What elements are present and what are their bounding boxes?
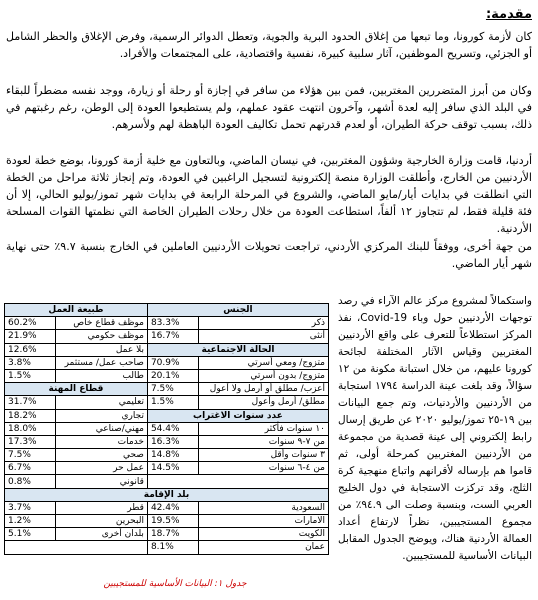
table-label-cell: عمان xyxy=(198,541,328,554)
table-section-header: بلد الإقامة xyxy=(5,488,329,501)
table-row xyxy=(5,383,329,396)
table-row xyxy=(5,528,329,541)
table-value-cell: 16.3% xyxy=(147,435,198,448)
table-value-cell: 18.2% xyxy=(5,409,56,422)
blank-cell xyxy=(147,475,328,488)
table-row xyxy=(5,304,329,317)
paragraph-expatriates: وكان من أبرز المتضررين المغتربين، فمن بين هؤلاء من سافر في إجازة أو رحلة أو زيارة، ووجد نفسه مضطراً للبقاء في البلد الذي سافر إليه لعدة أشهر، وآخرون انتهت عقود عملهم، ولم يستطيعوا العودة إلى الوطن، رغم رغبتهم في ذلك، بسبب توقف حركة الطيران، أو لعدم قدرتهم تحمل تكاليف العودة الباهظة لهم ولأسرهم. xyxy=(6,84,532,131)
table-value-cell: 7.5% xyxy=(5,449,56,462)
table-section-header: الجنس xyxy=(147,304,328,317)
table-value-cell: 19.5% xyxy=(147,515,198,528)
table-value-cell: 5.1% xyxy=(5,528,56,541)
table-row xyxy=(5,435,329,448)
table-value-cell: 60.2% xyxy=(5,317,56,330)
table-value-cell: 83.3% xyxy=(147,317,198,330)
table-row xyxy=(5,515,329,528)
table-value-cell: 1.2% xyxy=(5,515,56,528)
table-label-cell: ٣ سنوات وأقل xyxy=(198,449,328,462)
table-label-cell: موظف حكومي xyxy=(56,330,148,343)
table-row xyxy=(5,396,329,409)
table-label-cell: السعودية xyxy=(198,501,328,514)
table-row xyxy=(5,317,329,330)
table-row xyxy=(5,501,329,514)
table-label-cell: أنثى xyxy=(198,330,328,343)
table-label-cell: أعزب/ مطلق أو أرمل ولا أعول xyxy=(198,383,328,396)
table-label-cell: خدمات xyxy=(56,435,148,448)
table-value-cell: 18.7% xyxy=(147,528,198,541)
table-row xyxy=(5,488,329,501)
table-label-cell: متزوج/ ومعي أسرتي xyxy=(198,356,328,369)
blank-cell xyxy=(5,541,148,554)
table-row xyxy=(5,409,329,422)
table-section-header: طبيعة العمل xyxy=(5,304,148,317)
table-row xyxy=(5,449,329,462)
table-section-header: قطاع المهنة xyxy=(5,383,148,396)
table-label-cell: صحي xyxy=(56,449,148,462)
table-label-cell: الكويت xyxy=(198,528,328,541)
table-label-cell: ١٠ سنوات فأكثر xyxy=(198,422,328,435)
table-value-cell: 70.9% xyxy=(147,356,198,369)
table-value-cell: 21.9% xyxy=(5,330,56,343)
table-value-cell: 18.0% xyxy=(5,422,56,435)
table-label-cell: قطر xyxy=(56,501,148,514)
table-label-cell: بلا عمل xyxy=(56,343,148,356)
table-value-cell: 20.1% xyxy=(147,369,198,382)
table-value-cell: 0.8% xyxy=(5,475,56,488)
table-label-cell: مطلق/ أرمل وأعول xyxy=(198,396,328,409)
table-label-cell: موظف قطاع خاص xyxy=(56,317,148,330)
table-row xyxy=(5,541,329,554)
table-value-cell: 1.5% xyxy=(5,369,56,382)
paragraph-survey: واستكمالاً لمشروع مركز عالم الآراء في رصد توجهات الأردنيين حول وباء Covid-19، نفذ المركز استطلاعاً للتعرف على واقع الأردنيين المغتربين وقياس الآثار المختلفة لجائحة كورونا عليهم، من خلال استبانة مكونة من ١٢ سؤالاً، وقد بلغت عينة الدراسة ١٧٩٤ استجابة من الأردنيين والأردنيات، وتم جمع البيانات بين ١٩-٢٥ تموز/يوليو ٢٠٢٠ عن طريق إرسال رابط إلكتروني إلى عينة قصدية من مجموعة من الأردنيين المغتربين كمرحلة أولى، ثم قاموا هم بإرساله لأقرانهم واتباع منهجية كرة الثلج، وقد تركزت الاستجابة في دول الخليج العربي الست، وبنسبة وصلت الى ٩٤.٩٪ من مجموع المستجيبين، نظراً لارتفاع أعداد العمالة الأردنية هناك، ويوضح الجدول المقابل البيانات الأساسية للمستجيبين. xyxy=(338,295,533,562)
table-value-cell: 54.4% xyxy=(147,422,198,435)
table-section-header: عدد سنوات الاغتراب xyxy=(147,409,328,422)
table-value-cell: 1.5% xyxy=(147,396,198,409)
table-value-cell: 14.5% xyxy=(147,462,198,475)
title-wrap xyxy=(486,3,532,22)
table-label-cell: من ٤-٦ سنوات xyxy=(198,462,328,475)
table-label-cell: قانوني xyxy=(56,475,148,488)
paragraph-intro: كان لأزمة كورونا، وما تبعها من إغلاق الحدود البرية والجوية، وتعطل الدوائر الرسمية، وفرض الإغلاق والحظر الشامل أو الجزئي، وتسريح الموظفين، آثار سلبية كبيرة، نفسية واقتصادية، على المجتمعات والأفراد. xyxy=(6,30,532,60)
table-label-cell: مهني/صناعي xyxy=(56,422,148,435)
table-value-cell: 17.3% xyxy=(5,435,56,448)
table-value-cell: 14.8% xyxy=(147,449,198,462)
table-row xyxy=(5,356,329,369)
table-caption: جدول ١: البيانات الأساسية للمستجيبين xyxy=(103,579,247,589)
table-row xyxy=(5,330,329,343)
table-row xyxy=(5,475,329,488)
table-label-cell: بلدان أخرى xyxy=(56,528,148,541)
table-section-header: الحالة الاجتماعية xyxy=(147,343,328,356)
table-label-cell: صاحب عمل/ مستثمر xyxy=(56,356,148,369)
table-row xyxy=(5,462,329,475)
table-row xyxy=(5,369,329,382)
table-label-cell: الامارات xyxy=(198,515,328,528)
table-value-cell: 12.6% xyxy=(5,343,56,356)
respondents-table xyxy=(4,303,329,555)
table-label-cell: عمل حر xyxy=(56,462,148,475)
paragraph-remittances: من جهة أخرى، ووفقاً للبنك المركزي الأردني، تراجعت تحويلات الأردنيين العاملين في الخارج بنسبة ٩.٧٪ حتى نهاية شهر أيار الماضي. xyxy=(6,240,532,270)
table-label-cell: تجاري xyxy=(56,409,148,422)
table-value-cell: 6.7% xyxy=(5,462,56,475)
table-row xyxy=(5,422,329,435)
table-label-cell: البحرين xyxy=(56,515,148,528)
table-value-cell: 7.5% xyxy=(147,383,198,396)
table-value-cell: 3.7% xyxy=(5,501,56,514)
table-label-cell: طالب xyxy=(56,369,148,382)
table-label-cell: من ٧-٩ سنوات xyxy=(198,435,328,448)
table-row xyxy=(5,343,329,356)
table-value-cell: 16.7% xyxy=(147,330,198,343)
table-label-cell: متزوج/ بدون أسرتي xyxy=(198,369,328,382)
table-value-cell: 31.7% xyxy=(5,396,56,409)
table-value-cell: 3.8% xyxy=(5,356,56,369)
table-value-cell: 8.1% xyxy=(147,541,198,554)
paragraph-ministry: أردنيا، قامت وزارة الخارجية وشؤون المغتربين، في نيسان الماضي، وبالتعاون مع خلية أزمة كورونا، بوضع خطة لعودة الأردنيين من الخارج، وأطلقت الوزارة منصة إلكترونية لتسجيل الراغبين في العودة، وتم إنجاز ثلاثة مراحل من الخطة التي انطلقت في بدايات أيار/مايو الماضي، والشروع في المرحلة الرابعة في بدايات شهر تموز/يوليو الحالي، إلا أن فئة قليلة فقط، لم تتجاوز ١٢ ألفاً، استطاعت العودة من خلال رحلات الطيران الخاصة التي نظمتها القوات المسلحة الأردنية. xyxy=(6,154,532,235)
table-value-cell: 42.4% xyxy=(147,501,198,514)
table-label-cell: تعليمي xyxy=(56,396,148,409)
table-label-cell: ذكر xyxy=(198,317,328,330)
page-title: مقدمة: xyxy=(485,7,532,22)
